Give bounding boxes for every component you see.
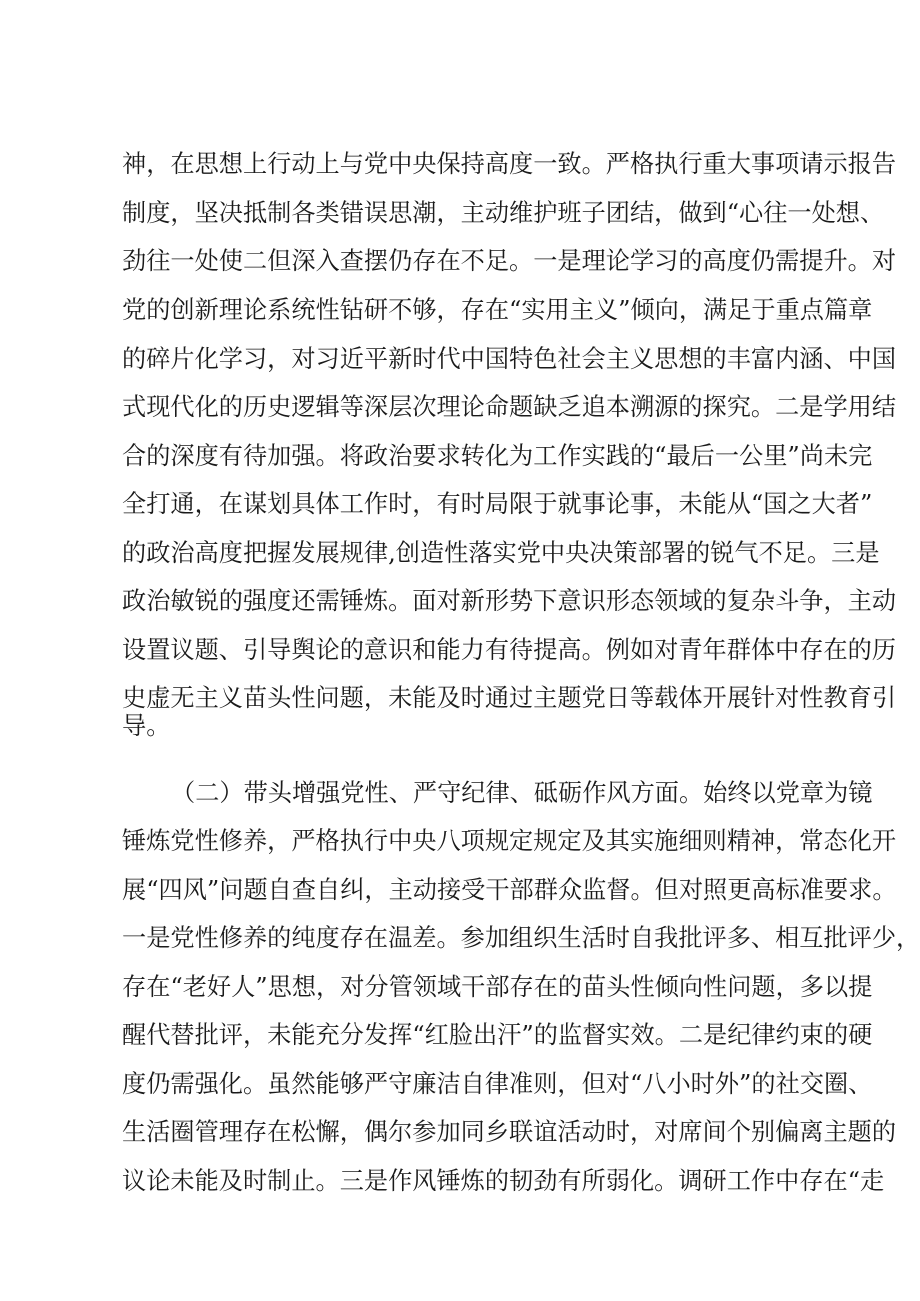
text-line: 制度，坚决抵制各类错误思潮，主动维护班子团结，做到“心往一处想、 [122, 199, 885, 227]
text-line: 的碎片化学习，对习近平新时代中国特色社会主义思想的丰富内涵、中国 [122, 345, 897, 373]
text-line: 一是党性修养的纯度存在温差。参加组织生活时自我批评多、相互批评少， [122, 924, 920, 952]
text-line: 式现代化的历史逻辑等深层次理论命题缺乏追本溯源的探究。二是学用结 [122, 393, 897, 421]
text-line: 度仍需强化。虽然能够严守廉洁自律准则，但对“八小时外”的社交圈、 [122, 1070, 873, 1098]
text-line: 展“四风”问题自查自纠，主动接受干部群众监督。但对照更高标准要求。 [122, 876, 897, 904]
text-line: 生活圈管理存在松懈，偶尔参加同乡联谊活动时，对席间个别偏离主题的 [122, 1118, 897, 1146]
text-line: 设置议题、引导舆论的意识和能力有待提高。例如对青年群体中存在的历 [122, 636, 897, 664]
text-line: 党的创新理论系统性钻研不够，存在“实用主义”倾向，满足于重点篇章 [122, 296, 873, 324]
text-line: 锤炼党性修养，严格执行中央八项规定规定及其实施细则精神，常态化开 [122, 827, 897, 855]
text-line: 全打通，在谋划具体工作时，有时局限于就事论事，未能从“国之大者” [122, 490, 873, 518]
text-line: 劲往一处使二但深入查摆仍存在不足。一是理论学习的高度仍需提升。对 [122, 247, 897, 275]
text-line: 导。 [122, 712, 171, 740]
section-heading-line: （二）带头增强党性、严守纪律、砥砺作风方面。始终以党章为镜 [171, 779, 873, 807]
text-line: 议论未能及时制止。三是作风锤炼的韧劲有所弱化。调研工作中存在“走 [122, 1167, 885, 1195]
text-line: 政治敏锐的强度还需锤炼。面对新形势下意识形态领域的复杂斗争，主动 [122, 587, 897, 615]
text-line: 史虚无主义苗头性问题，未能及时通过主题党日等载体开展针对性教育引 [122, 684, 897, 712]
text-line: 合的深度有待加强。将政治要求转化为工作实践的“最后一公里”尚未完 [122, 442, 873, 470]
text-line: 的政治高度把握发展规律,创造性落实党中央决策部署的锐气不足。三是 [122, 539, 880, 567]
text-line: 神，在思想上行动上与党中央保持高度一致。严格执行重大事项请示报告 [122, 150, 897, 178]
text-line: 存在“老好人”思想，对分管领域干部存在的苗头性倾向性问题，多以提 [122, 973, 873, 1001]
text-line: 醒代替批评，未能充分发挥“红脸出汗”的监督实效。二是纪律约束的硬 [122, 1021, 873, 1049]
